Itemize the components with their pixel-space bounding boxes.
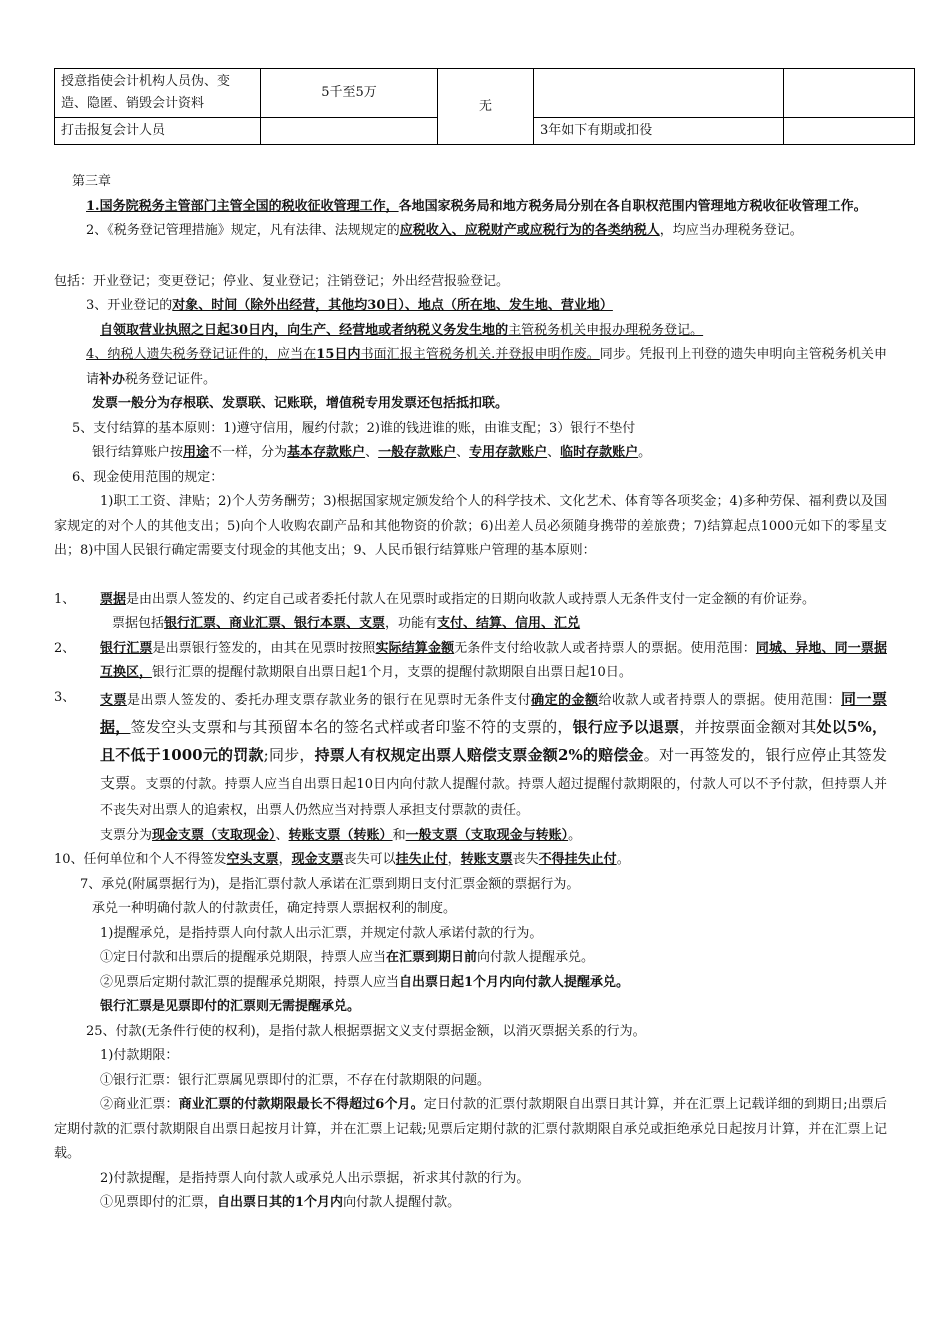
table-cell	[534, 69, 784, 118]
text: 临时存款账户	[560, 445, 639, 460]
text: ①定日付款和出票后的提醒承兑期限，持票人应当	[100, 950, 387, 965]
table-cell	[784, 69, 915, 118]
text: 签发空头支票和与其预留本名的签名式样或者印鉴不符的支票的，	[130, 717, 573, 736]
text: ②见票后定期付款汇票的提醒承兑期限，持票人应当	[100, 974, 400, 990]
text: 实际结算金额	[375, 640, 455, 656]
table-cell: 打击报复会计人员	[55, 118, 261, 145]
text: 自出票日其的1个月内	[217, 1195, 344, 1210]
text: 票据包括	[112, 616, 165, 631]
paragraph	[72, 1191, 887, 1216]
table-cell: 无	[438, 69, 534, 145]
paragraph	[54, 1093, 887, 1167]
text: 。对一再签发的，银行应停止其签发支票。	[100, 745, 887, 792]
text: 2、《税务登记管理措施》规定，凡有法律、法规规定的	[86, 223, 400, 238]
text: 同步。凭报刊上刊登的遗失申明向主管税务机关申请	[86, 347, 887, 387]
paragraph	[100, 686, 887, 824]
table-cell: 授意指使会计机构人员伪、变造、隐匿、销毁会计资料	[55, 69, 261, 118]
text: 是出票人签发的、委托办理支票存款业务的银行在见票时无条件支付	[126, 692, 532, 708]
text: 。	[638, 445, 652, 460]
text: ，均应当办理税务登记。	[659, 223, 803, 238]
paragraph: ①银行汇票：银行汇票属见票即付的汇票，不存在付款期限的问题。	[100, 1072, 491, 1088]
paragraph: 25、付款(无条件行使的权利)，是指付款人根据票据文义支付票据金额，以消灭票据关系的行为。	[86, 1023, 646, 1039]
text: 和	[392, 827, 406, 843]
list-item	[54, 588, 887, 637]
text: 支付、结算、信用、汇兑	[437, 616, 581, 631]
text: 银行结算账户按	[92, 445, 184, 460]
table-cell: 5千至5万	[261, 69, 438, 118]
text: 银行汇票的提醒付款期限自出票日起1个月，支票的提醒付款期限自出票日起10日。	[152, 665, 632, 680]
table-cell	[261, 118, 438, 145]
list-item	[54, 637, 887, 686]
text: 1.国务院税务主管部门主管全国的税收征收管理工作，	[86, 198, 399, 214]
text: 4、纳税人遗失税务登记证件的，应当在	[86, 347, 317, 362]
text: ，并按票面金额对其	[679, 717, 817, 736]
text: 用途	[183, 445, 210, 460]
text: 支票	[100, 692, 127, 708]
text: 空头支票	[226, 852, 279, 867]
paragraph: 5、支付结算的基本原则：1)遵守信用，履约付款；2)谁的钱进谁的账，由谁支配；3）银行不垫付	[72, 420, 636, 436]
paragraph	[100, 588, 887, 613]
text: ，功能有	[385, 616, 438, 631]
text: 处以5%，且不低于1000元的罚款	[100, 717, 887, 764]
text: 主管税务机关申报办理税务登记。	[508, 322, 704, 338]
text: 补办	[99, 371, 126, 387]
paragraph: 2)付款提醒，是指持票人向付款人或承兑人出示票据，祈求其付款的行为。	[100, 1170, 530, 1186]
text: 基本存款账户	[287, 445, 366, 460]
text: 、	[275, 827, 289, 843]
paragraph: 1)提醒承兑，是指持票人向付款人出示汇票，并规定付款人承诺付款的行为。	[100, 925, 543, 941]
text: 转账支票（转账）	[288, 827, 393, 843]
paragraph	[72, 971, 887, 996]
text: 票据	[100, 591, 127, 607]
text: 同一票据，	[100, 689, 887, 736]
text: ，	[447, 852, 461, 867]
text: ，	[278, 852, 292, 867]
paragraph: 发票一般分为存根联、发票联、记账联，增值税专用发票还包括抵扣联。	[92, 396, 509, 411]
text: 一般支票（支取现金与转账）	[405, 827, 569, 843]
list-number: 2、	[54, 640, 76, 656]
paragraph	[72, 319, 887, 344]
paragraph	[72, 946, 887, 971]
paragraph	[72, 441, 887, 466]
text: 丧失可以	[343, 852, 396, 867]
paragraph: 7、承兑(附属票据行为)，是指汇票付款人承诺在汇票到期日支付汇票金额的票据行为。	[80, 876, 580, 892]
text: 是出票银行签发的，由其在见票时按照	[152, 640, 376, 656]
paragraph	[100, 612, 887, 637]
paragraph: 6、现金使用范围的规定：	[72, 469, 224, 485]
text: 给收款人或者持票人的票据。使用范围：	[598, 692, 842, 708]
text: 、	[547, 445, 561, 460]
list-number: 3、	[54, 689, 76, 705]
text: 转账支票	[460, 852, 513, 867]
text: 各地国家税务局和地方税务局分别在各自职权范围内管理地方税收征收管理工作。	[398, 198, 867, 214]
paragraph	[72, 195, 887, 220]
text: 不一样，分为	[209, 445, 288, 460]
text: 不得挂失止付	[538, 852, 617, 867]
paragraph: 1)职工工资、津贴；2)个人劳务酬劳；3)根据国家规定颁发给个人的科学技术、文化艺术、体育等各项奖金；4)多种劳保、福利费以及国家规定的对个人的其他支出；5)向个人收购农副产品和其他物资的价款；6)出差人员必须随身携带的差旅费；7)结算起点1000元如下的零星支出；8)中国人民银行确定需要支付现金的其他支出；9、人民币银行结算账户管理的基本原则：	[54, 494, 887, 558]
text: 同城、异地、同一票据互换区，	[100, 640, 887, 680]
text: 支票的付款。持票人应当自出票日起10日内向付款人提醒付款。持票人超过提醒付款期限的，付款人可以不予付款，但持票人并不丧失对出票人的追索权，出票人仍然应当对持票人承担支付票款的责任。	[100, 776, 887, 818]
text: 书面汇报主管税务机关.并登报申明作废。	[360, 347, 600, 362]
text: 现金支票	[291, 852, 344, 867]
text: 向付款人提醒承兑。	[477, 950, 595, 965]
text: 自领取营业执照之日起30日内，向生产、经营地或者纳税义务发生地的	[100, 322, 509, 338]
text: 确定的金额	[531, 692, 599, 708]
paragraph	[72, 219, 887, 244]
text: ②商业汇票：	[100, 1097, 179, 1112]
text: 税务登记证件。	[125, 371, 217, 387]
paragraph	[72, 343, 887, 392]
text: 一般存款账户	[378, 445, 457, 460]
paragraph: 包括：开业登记；变更登记；停业、复业登记；注销登记；外出经营报验登记。	[54, 273, 510, 289]
text: 银行汇票、商业汇票、银行本票、支票	[164, 616, 386, 631]
list-number: 1、	[54, 591, 76, 607]
text: 丧失	[512, 852, 539, 867]
text: 银行应予以退票	[572, 717, 680, 736]
text: 10、任何单位和个人不得签发	[54, 852, 227, 867]
table-cell	[784, 118, 915, 145]
text: 15日内	[316, 347, 361, 362]
text: 3、开业登记的	[86, 298, 173, 313]
text: 自出票日起1个月内向付款人提醒承兑。	[399, 974, 630, 990]
table-row	[55, 69, 915, 118]
text: ;同步，	[263, 745, 315, 764]
paragraph	[100, 824, 887, 849]
text: ①见票即付的汇票，	[100, 1195, 218, 1210]
text: 定日付款的汇票付款期限自出票日其计算，并在汇票上记载详细的到期日;出票后定期付款的汇票付款期限自出票日起按月计算，并在汇票上记载;见票后定期付款的汇票付款期限自承兑或拒绝承兑日起按月计算，并在汇票上记载。	[54, 1097, 887, 1161]
text: 。	[568, 827, 582, 843]
list-item	[54, 686, 887, 849]
text: 现金支票（支取现金）	[152, 827, 276, 843]
paragraph	[100, 637, 887, 686]
text: 持票人有权规定出票人赔偿支票金额2%的赔偿金	[314, 745, 644, 764]
penalty-table	[54, 68, 915, 145]
text: 在汇票到期日前	[386, 950, 478, 965]
text: 、	[456, 445, 470, 460]
paragraph: 1)付款期限：	[100, 1048, 179, 1063]
paragraph	[54, 848, 887, 873]
text: 是由出票人签发的、约定自己或者委托付款人在见票时或指定的日期向收款人或持票人无条件支付一定金额的有价证券。	[126, 591, 816, 607]
table-cell: 3年如下有期或扣役	[534, 118, 784, 145]
text: 无条件支付给收款人或者持票人的票据。使用范围：	[454, 640, 756, 656]
text: 、	[365, 445, 379, 460]
text: 应税收入、应税财产或应税行为的各类纳税人	[399, 223, 660, 238]
text: 。	[616, 852, 630, 867]
text: 对象、时间（除外出经营，其他均30日）、地点（所在地、发生地、营业地）	[172, 298, 613, 313]
paragraph: 银行汇票是见票即付的汇票则无需提醒承兑。	[100, 999, 361, 1014]
text: 专用存款账户	[469, 445, 548, 460]
text: 支票分为	[100, 827, 153, 843]
text: 向付款人提醒付款。	[343, 1195, 461, 1210]
paragraph: 承兑一种明确付款人的付款责任，确定持票人票据权利的制度。	[92, 901, 457, 916]
text: 商业汇票的付款期限最长不得超过6个月。	[178, 1097, 424, 1112]
chapter-heading: 第三章	[72, 174, 112, 189]
text: 挂失止付	[395, 852, 448, 867]
text: 银行汇票	[100, 640, 153, 656]
document-body	[54, 170, 887, 1216]
paragraph	[72, 294, 887, 319]
